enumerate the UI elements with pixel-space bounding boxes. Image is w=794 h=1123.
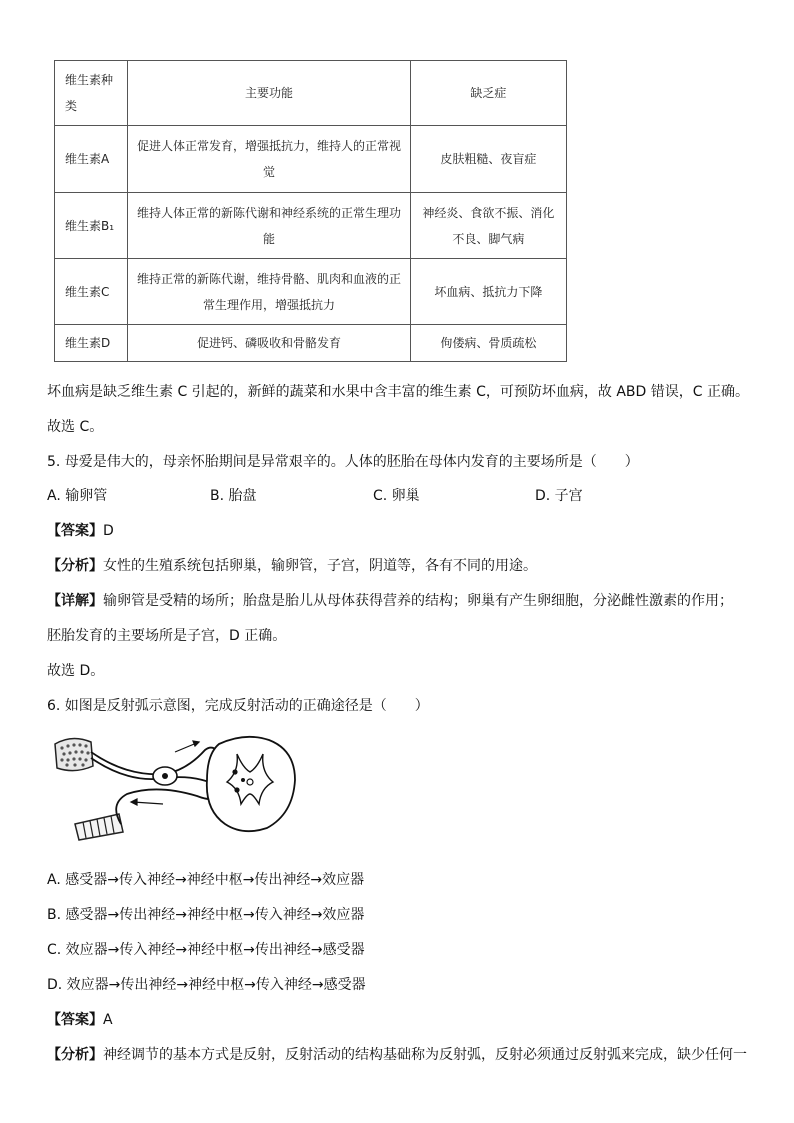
spinal-cord	[207, 737, 295, 831]
table-row	[55, 193, 567, 259]
table-cell-deficiency: 皮肤粗糙、夜盲症	[410, 126, 566, 193]
answer-label: 【答案】	[47, 523, 103, 539]
table-cell-name: 维生素C	[55, 259, 128, 325]
answer-value: A	[103, 1012, 113, 1028]
q5-detail	[47, 591, 733, 611]
q5-option-b: B. 胎盘	[210, 488, 257, 504]
q5-option-c: C. 卵巢	[373, 488, 420, 504]
analysis-text: 女性的生殖系统包括卵巢，输卵管，子宫，阴道等，各有不同的用途。	[103, 558, 537, 574]
ganglion-cell	[162, 773, 168, 779]
q6-option-d: D. 效应器→传出神经→神经中枢→传入神经→感受器	[47, 977, 366, 993]
answer-value: D	[103, 523, 114, 539]
q4-choice: 故选 C。	[47, 419, 104, 435]
q6-option-c: C. 效应器→传入神经→神经中枢→传出神经→感受器	[47, 942, 365, 958]
table-cell-deficiency: 坏血病、抵抗力下降	[410, 259, 566, 325]
table-cell-deficiency: 神经炎、食欲不振、消化不良、脚气病	[410, 193, 566, 259]
table-cell-function: 促进钙、磷吸收和骨骼发育	[128, 325, 410, 362]
table-cell-name: 维生素B₁	[55, 193, 128, 259]
table-header-cell: 主要功能	[128, 61, 410, 126]
detail-label: 【详解】	[47, 593, 103, 609]
effector-illustration	[75, 814, 123, 840]
q5-choice: 故选 D。	[47, 663, 105, 679]
q5-analysis	[47, 556, 537, 576]
q5-answer	[47, 521, 114, 541]
table-header-cell: 缺乏症	[410, 61, 566, 126]
table-cell-function: 维持人体正常的新陈代谢和神经系统的正常生理功能	[128, 193, 410, 259]
vitamin-table	[54, 60, 567, 362]
receptor-illustration	[55, 738, 93, 770]
answer-label: 【答案】	[47, 1012, 103, 1028]
table-header-cell: 维生素种类	[55, 61, 128, 126]
q5-options	[47, 486, 747, 506]
q4-explanation: 坏血病是缺乏维生素 C 引起的，新鲜的蔬菜和水果中含丰富的维生素 C，可预防坏血病，故 ABD 错误，C 正确。	[47, 384, 749, 400]
q5-detail-cont: 胚胎发育的主要场所是子宫，D 正确。	[47, 628, 287, 644]
table-row	[55, 259, 567, 325]
q5-option-a: A. 输卵管	[47, 488, 108, 504]
analysis-text: 神经调节的基本方式是反射，反射活动的结构基础称为反射弧，反射必须通过反射弧来完成，缺少任何一	[103, 1047, 747, 1063]
table-row	[55, 325, 567, 362]
q6-option-a: A. 感受器→传入神经→神经中枢→传出神经→效应器	[47, 872, 365, 888]
table-cell-name: 维生素D	[55, 325, 128, 362]
table-row	[55, 126, 567, 193]
analysis-label: 【分析】	[47, 558, 103, 574]
table-cell-deficiency: 佝偻病、骨质疏松	[410, 325, 566, 362]
q6-stem: 6. 如图是反射弧示意图，完成反射活动的正确途径是（ ）	[47, 698, 429, 714]
q5-stem: 5. 母爱是伟大的，母亲怀胎期间是异常艰辛的。人体的胚胎在母体内发育的主要场所是（ ）	[47, 454, 639, 470]
table-header-row	[55, 61, 567, 126]
reflex-arc-diagram	[47, 732, 307, 842]
table-cell-function: 维持正常的新陈代谢，维持骨骼、肌肉和血液的正常生理作用，增强抵抗力	[128, 259, 410, 325]
table-cell-function: 促进人体正常发育，增强抵抗力，维持人的正常视觉	[128, 126, 410, 193]
q5-option-d: D. 子宫	[535, 488, 583, 504]
detail-text: 输卵管是受精的场所；胎盘是胎儿从母体获得营养的结构；卵巢有产生卵细胞，分泌雌性激素的作用；	[103, 593, 733, 609]
q6-analysis	[47, 1045, 747, 1065]
q6-option-b: B. 感受器→传出神经→神经中枢→传入神经→效应器	[47, 907, 365, 923]
table-cell-name: 维生素A	[55, 126, 128, 193]
analysis-label: 【分析】	[47, 1047, 103, 1063]
q6-answer	[47, 1010, 113, 1030]
